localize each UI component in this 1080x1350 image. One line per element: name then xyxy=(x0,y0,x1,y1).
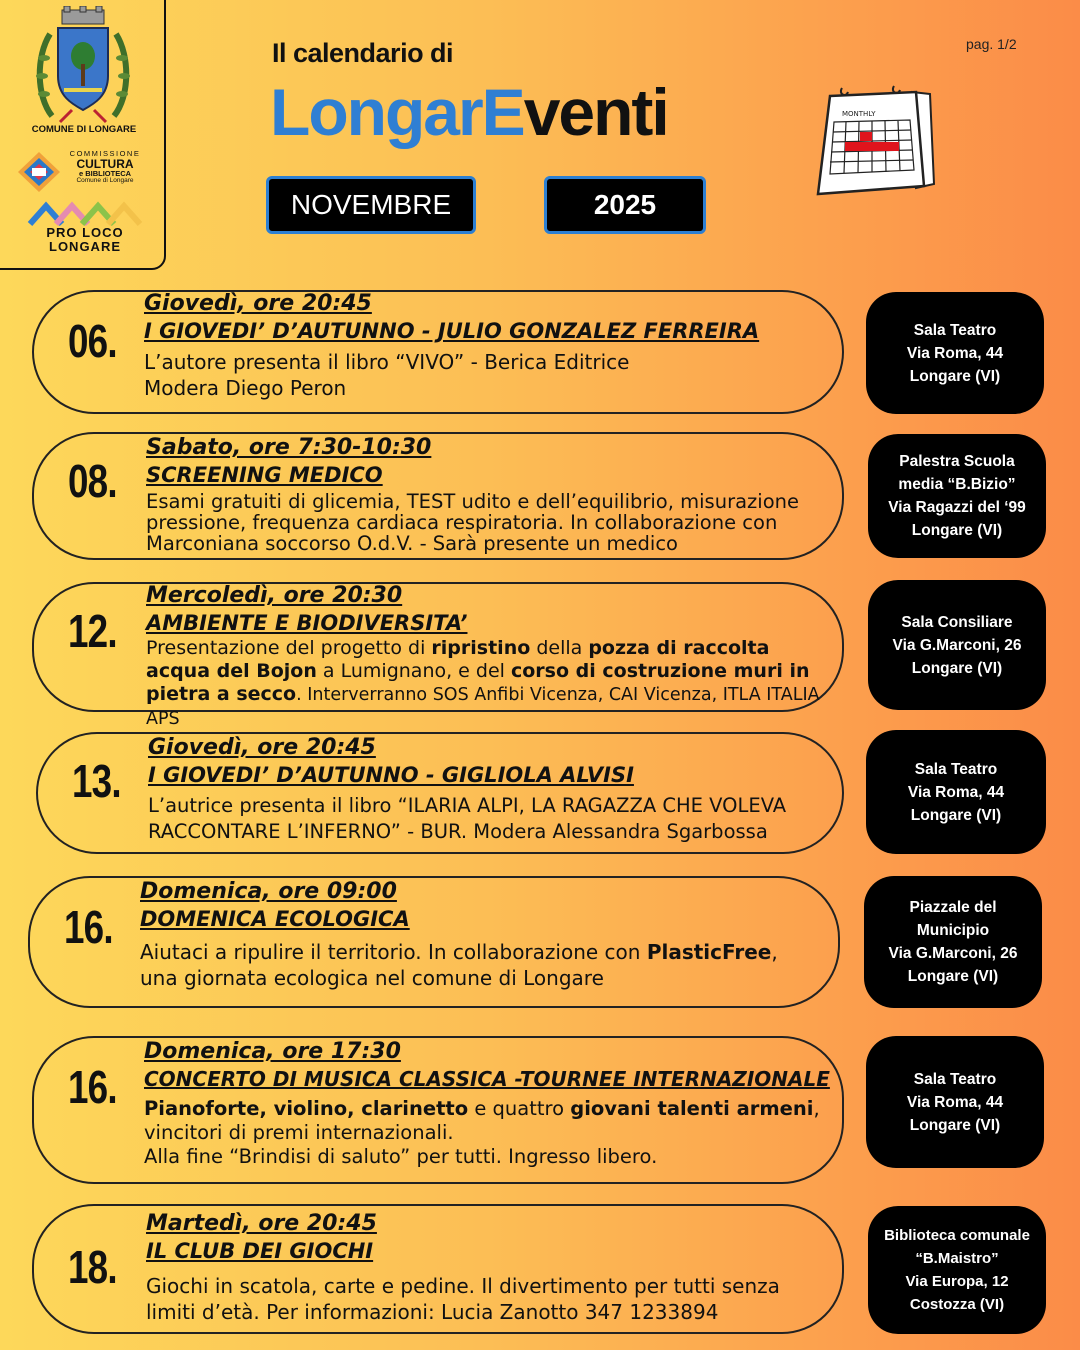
desc-bold: Pianoforte, violino, clarinetto xyxy=(144,1097,469,1120)
location-line: “B.Maistro” xyxy=(915,1250,999,1267)
cultura-text: CULTURA xyxy=(76,156,134,171)
location-line: Sala Teatro xyxy=(913,1070,997,1088)
event-row xyxy=(32,1204,844,1334)
event-description xyxy=(144,349,828,401)
location-line: Via Roma, 44 xyxy=(906,344,1004,362)
location-line: Longare (VI) xyxy=(907,968,999,985)
event-row xyxy=(28,876,840,1008)
location-line: Longare (VI) xyxy=(911,522,1003,539)
event-when: Martedì, ore 20:45 xyxy=(146,1211,377,1236)
desc-bold: pozza di raccolta acqua del Bojon xyxy=(146,637,770,682)
commissione-cultura-icon xyxy=(18,152,60,192)
desc-line: RACCONTARE L’INFERNO” - BUR. Modera Alessandra Sgarbossa xyxy=(148,820,768,843)
location-line: Via Ragazzi del ‘99 xyxy=(888,499,1026,516)
desc-line: L’autrice presenta il libro “ILARIA ALPI, LA RAGAZZA CHE VOLEVA xyxy=(148,794,787,817)
calendar-monthly-label: MONTHLY xyxy=(842,110,876,118)
commissione-cultura-logo xyxy=(18,150,148,194)
title-small: Il calendario di xyxy=(272,38,454,68)
desc-bold: giovani talenti armeni xyxy=(570,1097,814,1120)
event-day: 16. xyxy=(64,901,113,953)
desc-line: Marconiana soccorso O.d.V. - Sarà presente un medico xyxy=(146,532,678,555)
event-day: 18. xyxy=(68,1241,117,1293)
location-line: Longare (VI) xyxy=(909,1116,1001,1134)
location-line: media “B.Bizio” xyxy=(898,476,1016,493)
location-line: Longare (VI) xyxy=(910,806,1002,824)
comune-label: COMUNE DI LONGARE xyxy=(31,124,137,135)
event-row xyxy=(32,582,844,729)
location-line: Palestra Scuola xyxy=(899,453,1015,470)
event-title: AMBIENTE E BIODIVERSITA’ xyxy=(146,611,468,635)
event-title: SCREENING MEDICO xyxy=(146,463,383,487)
desc-text: Presentazione del progetto di xyxy=(146,637,432,659)
location-line: Sala Consiliare xyxy=(901,613,1013,631)
desc-line: una giornata ecologica nel comune di Longare xyxy=(140,966,604,990)
event-row xyxy=(36,732,844,854)
location-line: Municipio xyxy=(916,922,990,939)
event-title: DOMENICA ECOLOGICA xyxy=(140,907,410,931)
event-title: IL CLUB DEI GIOCHI xyxy=(146,1239,374,1263)
location-line: Via G.Marconi, 26 xyxy=(888,945,1018,962)
desc-text: e quattro xyxy=(468,1097,571,1120)
desc-bold: corso di costruzione muri in pietra a secco xyxy=(146,660,810,705)
page-number: pag. 1/2 xyxy=(966,36,1017,52)
location-line: Biblioteca comunale xyxy=(884,1227,1030,1244)
event-location xyxy=(868,434,1046,558)
event-day: 08. xyxy=(68,455,117,507)
desc-line: Esami gratuiti di glicemia, TEST udito e dell’equilibrio, misurazione xyxy=(146,490,799,513)
event-description xyxy=(144,1097,832,1169)
desc-text: Aiutaci a ripulire il territorio. In collaborazione con xyxy=(140,940,647,964)
location-line: Sala Teatro xyxy=(914,760,998,778)
location-line: Longare (VI) xyxy=(911,659,1003,677)
title-blue-part: LongarE xyxy=(270,75,524,149)
event-when: Giovedì, ore 20:45 xyxy=(144,291,372,316)
event-when: Giovedì, ore 20:45 xyxy=(148,735,376,760)
location-line: Longare (VI) xyxy=(909,367,1001,385)
desc-text: , xyxy=(813,1097,820,1120)
desc-line: L’autore presenta il libro “VIVO” - Berica Editrice xyxy=(144,350,630,374)
desc-line: Alla fine “Brindisi di saluto” per tutti. Ingresso libero. xyxy=(144,1145,658,1168)
calendar-icon xyxy=(812,84,940,200)
event-description xyxy=(140,939,824,991)
desc-line: Giochi in scatola, carte e pedine. Il divertimento per tutti senza xyxy=(146,1274,780,1298)
location-line: Via G.Marconi, 26 xyxy=(892,636,1022,654)
comune-small-text: Comune di Longare xyxy=(76,177,134,185)
desc-text: a Lumignano, e del xyxy=(316,660,511,682)
desc-line: limiti d’età. Per informazioni: Lucia Zanotto 347 1233894 xyxy=(146,1300,719,1324)
event-description xyxy=(146,1273,828,1325)
event-row xyxy=(32,1036,844,1184)
event-description xyxy=(148,793,828,845)
location-line: Via Roma, 44 xyxy=(906,1093,1004,1111)
proloco-line1: PRO LOCO xyxy=(46,225,124,240)
location-line: Costozza (VI) xyxy=(909,1296,1005,1313)
commissione-text: COMMISSIONE xyxy=(69,149,141,158)
event-location xyxy=(868,580,1046,710)
desc-bold: PlasticFree xyxy=(646,940,772,964)
title-longareventi xyxy=(270,72,668,152)
event-location xyxy=(866,292,1044,414)
location-line: Piazzale del xyxy=(909,899,997,916)
event-description xyxy=(146,637,832,731)
event-row xyxy=(32,432,844,560)
event-day: 12. xyxy=(68,605,117,657)
desc-text: , xyxy=(771,940,778,964)
location-line: Via Roma, 44 xyxy=(907,783,1005,801)
event-day: 16. xyxy=(68,1061,117,1113)
title-dark-part: venti xyxy=(523,75,668,149)
desc-line: Modera Diego Peron xyxy=(144,376,347,400)
proloco-line2: LONGARE xyxy=(49,238,121,254)
event-description xyxy=(146,491,828,554)
event-location xyxy=(864,876,1042,1008)
event-location xyxy=(866,730,1046,854)
event-when: Domenica, ore 09:00 xyxy=(140,879,397,904)
comune-crest-logo xyxy=(34,6,132,124)
month-badge: NOVEMBRE xyxy=(266,176,476,234)
proloco-mountains-icon xyxy=(26,200,144,226)
event-title: I GIOVEDI’ D’AUTUNNO - JULIO GONZALEZ FERREIRA xyxy=(144,319,760,343)
location-line: Sala Teatro xyxy=(913,321,997,339)
event-location xyxy=(866,1036,1044,1168)
event-title: I GIOVEDI’ D’AUTUNNO - GIGLIOLA ALVISI xyxy=(148,763,634,787)
event-when: Mercoledì, ore 20:30 xyxy=(146,583,403,608)
event-day: 06. xyxy=(68,315,117,367)
event-location xyxy=(868,1206,1046,1334)
event-when: Sabato, ore 7:30-10:30 xyxy=(146,435,432,460)
desc-line: vincitori di premi internazionali. xyxy=(144,1121,454,1144)
desc-line: pressione, frequenza cardiaca respiratoria. In collaborazione con xyxy=(146,511,778,534)
event-day: 13. xyxy=(72,755,121,807)
desc-text: della xyxy=(530,637,589,659)
location-line: Via Europa, 12 xyxy=(905,1273,1009,1290)
proloco-logo xyxy=(26,200,144,260)
desc-text: . Interverranno SOS Anfibi Vicenza, CAI Vicenza, ITLA ITALIA APS xyxy=(146,685,820,729)
event-title: CONCERTO DI MUSICA CLASSICA -TOURNEE INTERNAZIONALE xyxy=(144,1067,830,1091)
event-row xyxy=(32,290,844,414)
biblioteca-text: e BIBLIOTECA xyxy=(78,169,132,179)
event-when: Domenica, ore 17:30 xyxy=(144,1039,401,1064)
logos-panel xyxy=(0,0,166,270)
year-badge: 2025 xyxy=(544,176,706,234)
desc-bold: ripristino xyxy=(431,637,531,659)
